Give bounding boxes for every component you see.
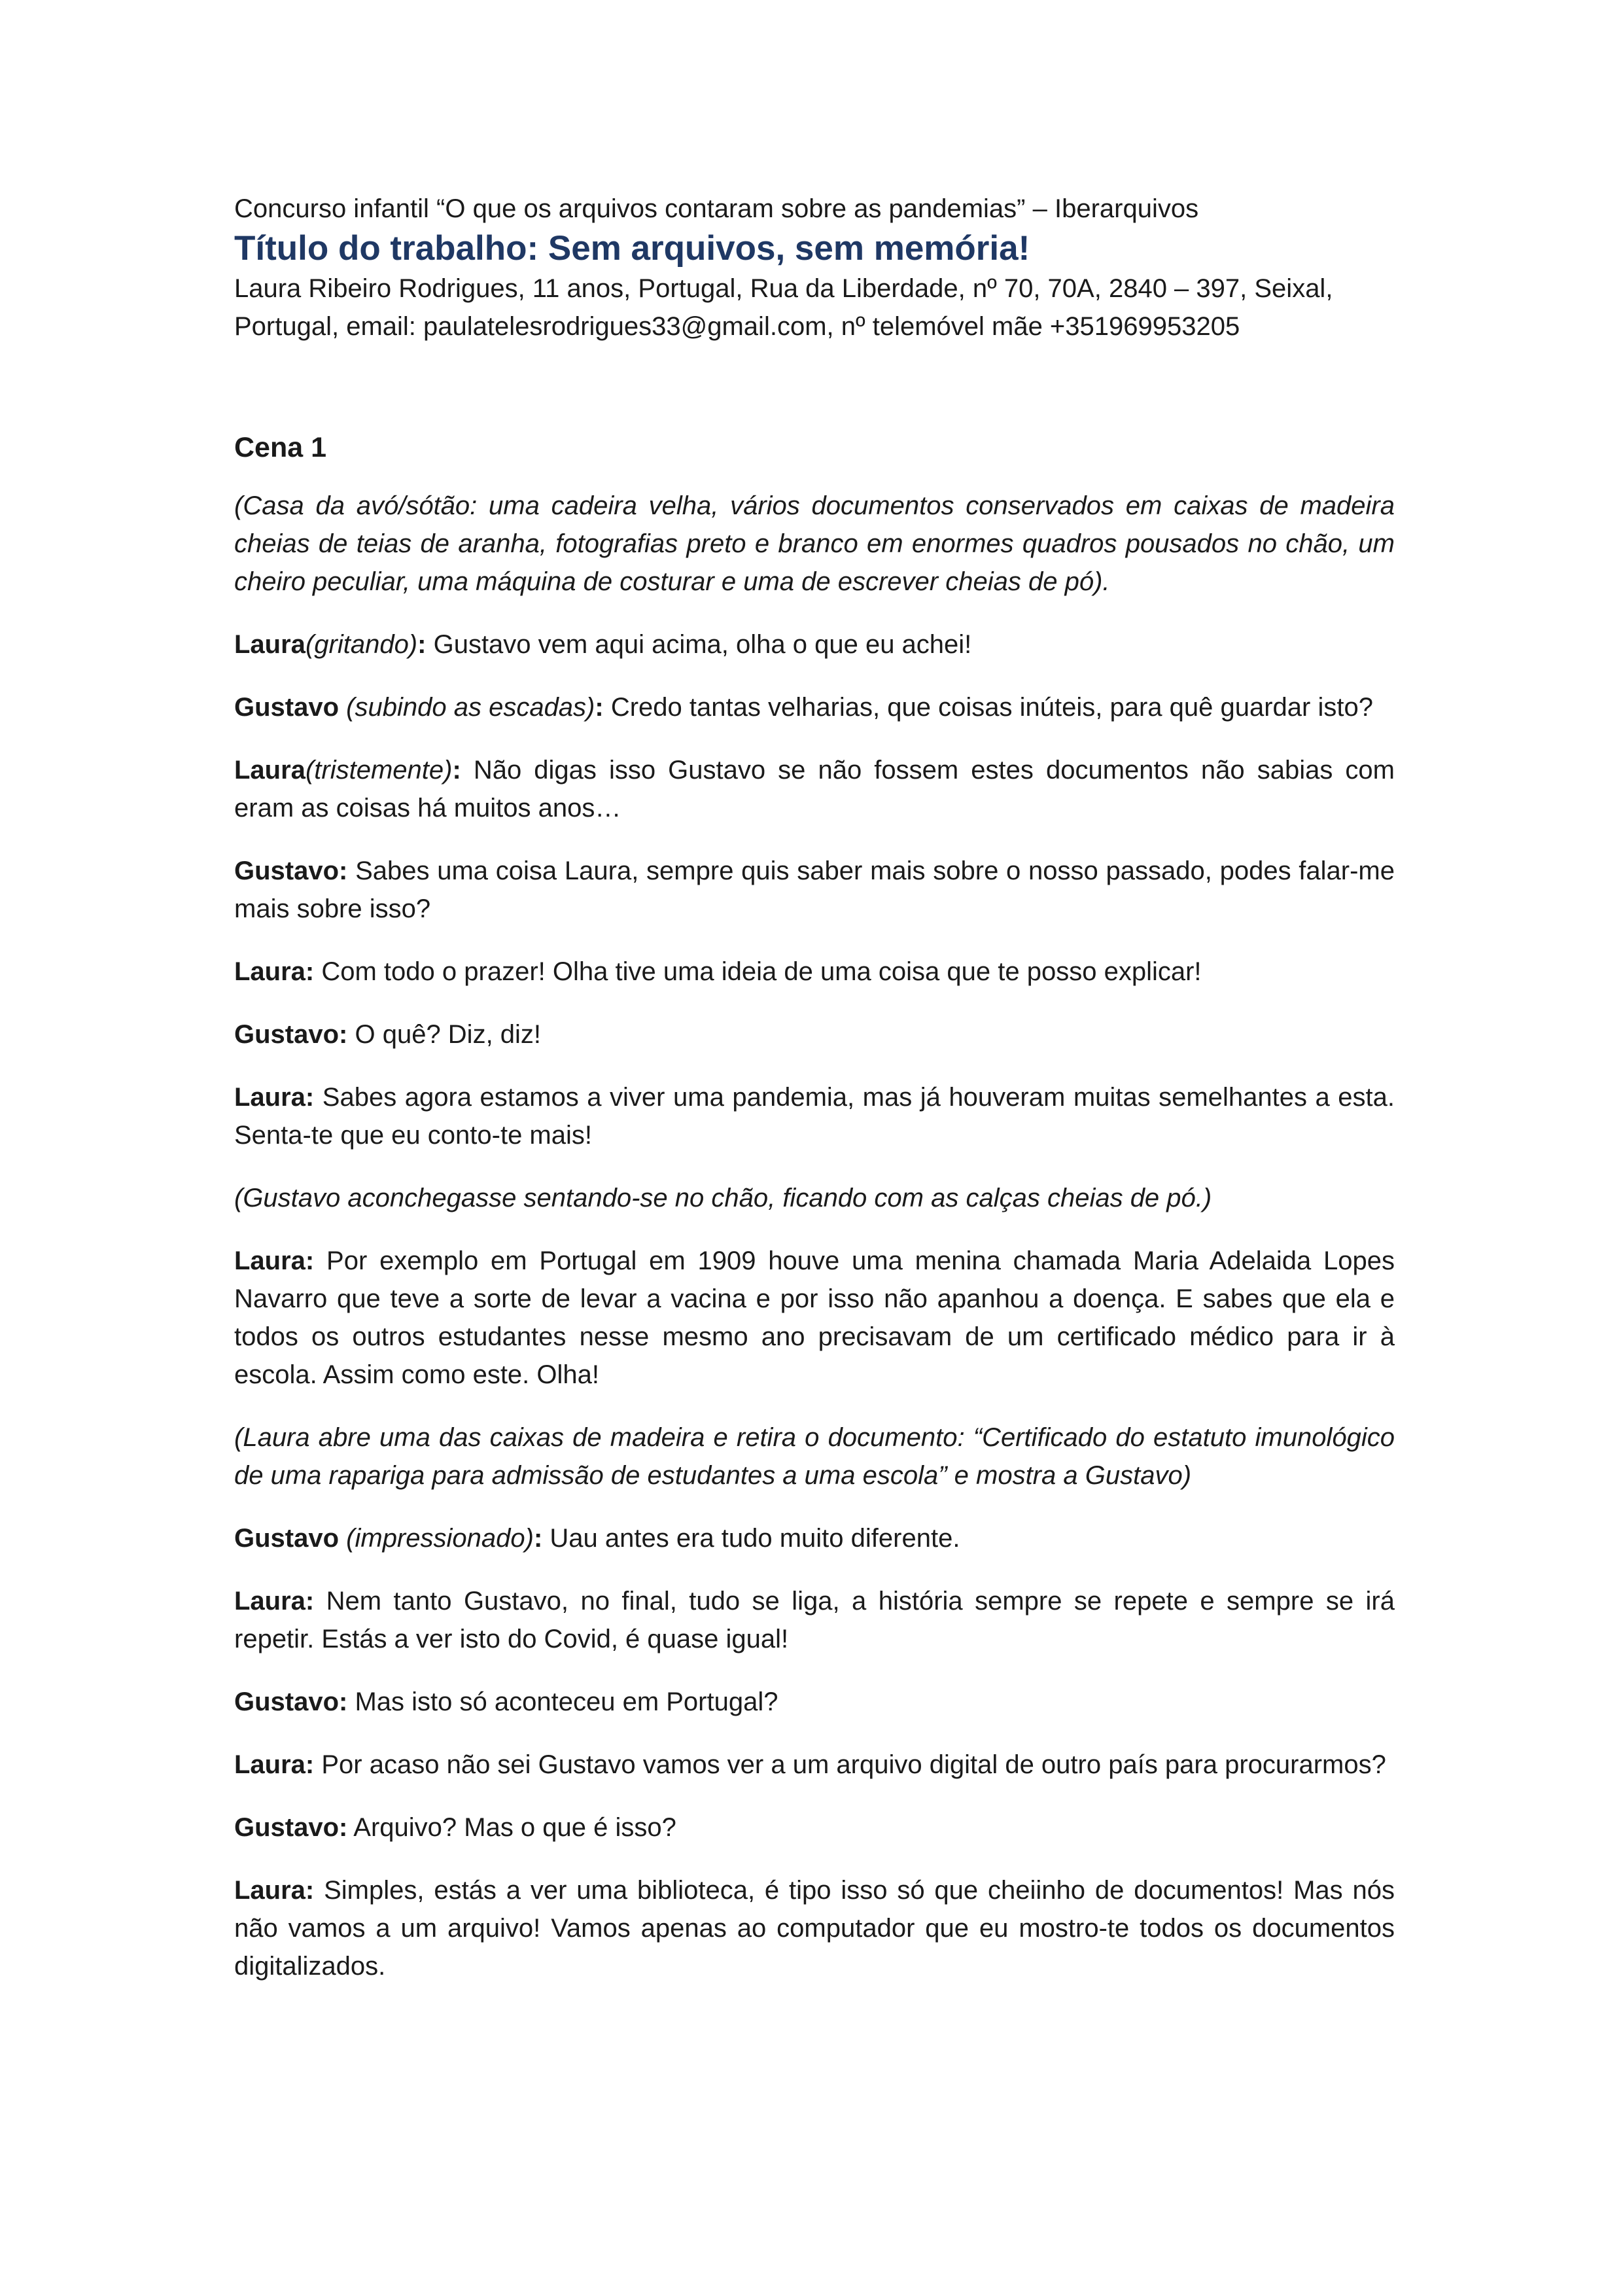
- speaker-name: Laura:: [234, 1876, 315, 1905]
- dialogue-text: Sabes agora estamos a viver uma pandemia, mas já houveram muitas semelhantes a esta. Senta-te que eu conto-te mais!: [234, 1083, 1395, 1150]
- speaker-direction: (subindo as escadas): [339, 693, 595, 722]
- speaker-direction: (impressionado): [339, 1524, 534, 1553]
- dialogue-line: [234, 626, 1395, 663]
- speaker-name: Laura:: [234, 1083, 315, 1112]
- speaker-name: Laura: [234, 630, 305, 659]
- speaker-name: Laura:: [234, 957, 315, 986]
- dialogue-text: Gustavo vem aqui acima, olha o que eu achei!: [426, 630, 972, 659]
- speaker-colon: :: [452, 756, 461, 785]
- dialogue-text: Simples, estás a ver uma biblioteca, é tipo isso só que cheiinho de documentos! Mas nós não vamos a um arquivo! Vamos apenas ao computador que eu mostro-te todos os documentos digitalizados.: [234, 1876, 1395, 1981]
- dialogue-line: [234, 751, 1395, 827]
- speaker-name: Laura:: [234, 1587, 315, 1616]
- dialogue-line: [234, 852, 1395, 928]
- dialogue-text: Uau antes era tudo muito diferente.: [542, 1524, 960, 1553]
- scene-heading: Cena 1: [234, 432, 327, 463]
- document-page: [234, 190, 1395, 2010]
- stage-direction: (Casa da avó/sótão: uma cadeira velha, vários documentos conservados em caixas de madeira cheias de teias de aranha, fotografias preto e branco em enormes quadros pousados no chão, um cheiro peculiar, uma máquina de costurar e uma de escrever cheias de pó).: [234, 491, 1395, 596]
- speaker-colon: :: [533, 1524, 543, 1553]
- dialogue-line: [234, 1809, 1395, 1846]
- speaker-name: Gustavo:: [234, 1020, 348, 1049]
- dialogue-line: [234, 1078, 1395, 1154]
- speaker-name: Gustavo:: [234, 1687, 348, 1716]
- speaker-name: Gustavo:: [234, 857, 348, 885]
- dialogue-line: [234, 1582, 1395, 1658]
- dialogue-text: Mas isto só aconteceu em Portugal?: [347, 1687, 778, 1716]
- dialogue-text: Sabes uma coisa Laura, sempre quis saber mais sobre o nosso passado, podes falar-me mais sobre isso?: [234, 857, 1395, 923]
- stage-direction: (Laura abre uma das caixas de madeira e retira o documento: “Certificado do estatuto imunológico de uma rapariga para admissão de estudantes a uma escola” e mostra a Gustavo): [234, 1423, 1395, 1490]
- speaker-colon: :: [417, 630, 427, 659]
- speaker-name: Laura:: [234, 1246, 315, 1275]
- dialogue-line: [234, 953, 1395, 991]
- speaker-direction: (tristemente): [305, 756, 453, 785]
- speaker-direction: (gritando): [305, 630, 418, 659]
- speaker-colon: :: [595, 693, 604, 722]
- dialogue-text: Com todo o prazer! Olha tive uma ideia de uma coisa que te posso explicar!: [314, 957, 1202, 986]
- dialogue-line: [234, 1871, 1395, 1985]
- author-info: Laura Ribeiro Rodrigues, 11 anos, Portugal, Rua da Liberdade, nº 70, 70A, 2840 – 397, Seixal, Portugal, email: paulatelesrodrigues33@gmail.com, nº telemóvel mãe +351969953205: [234, 274, 1333, 341]
- speaker-name: Gustavo:: [234, 1813, 348, 1842]
- dialogue-text: Arquivo? Mas o que é isso?: [347, 1813, 676, 1842]
- dialogue-line: [234, 1016, 1395, 1053]
- dialogue-text: Não digas isso Gustavo se não fossem estes documentos não sabias com eram as coisas há muitos anos…: [234, 756, 1395, 822]
- dialogue-line: [234, 1683, 1395, 1721]
- speaker-name: Laura:: [234, 1750, 315, 1779]
- dialogue-text: Por acaso não sei Gustavo vamos ver a um arquivo digital de outro país para procurarmos?: [314, 1750, 1386, 1779]
- speaker-name: Gustavo: [234, 1524, 340, 1553]
- dialogue-text: Por exemplo em Portugal em 1909 houve uma menina chamada Maria Adelaida Lopes Navarro que teve a sorte de levar a vacina e por isso não apanhou a doença. E sabes que ela e todos os outros estudantes nesse mesmo ano precisavam de um certificado médico para ir à escola. Assim como este. Olha!: [234, 1246, 1395, 1389]
- scene-blocks: [234, 487, 1395, 1985]
- dialogue-text: O quê? Diz, diz!: [347, 1020, 542, 1049]
- dialogue-line: [234, 1746, 1395, 1784]
- dialogue-line: [234, 1519, 1395, 1557]
- dialogue-line: [234, 1242, 1395, 1394]
- work-title: Título do trabalho: Sem arquivos, sem memória!: [234, 229, 1030, 268]
- dialogue-text: Credo tantas velharias, que coisas inúteis, para quê guardar isto?: [603, 693, 1373, 722]
- speaker-name: Gustavo: [234, 693, 340, 722]
- contest-line: Concurso infantil “O que os arquivos contaram sobre as pandemias” – Iberarquivos: [234, 194, 1199, 223]
- dialogue-text: Nem tanto Gustavo, no final, tudo se liga, a história sempre se repete e sempre se irá repetir. Estás a ver isto do Covid, é quase igual!: [234, 1587, 1395, 1653]
- dialogue-line: [234, 688, 1395, 726]
- stage-direction: (Gustavo aconchegasse sentando-se no chão, ficando com as calças cheias de pó.): [234, 1184, 1212, 1212]
- speaker-name: Laura: [234, 756, 305, 785]
